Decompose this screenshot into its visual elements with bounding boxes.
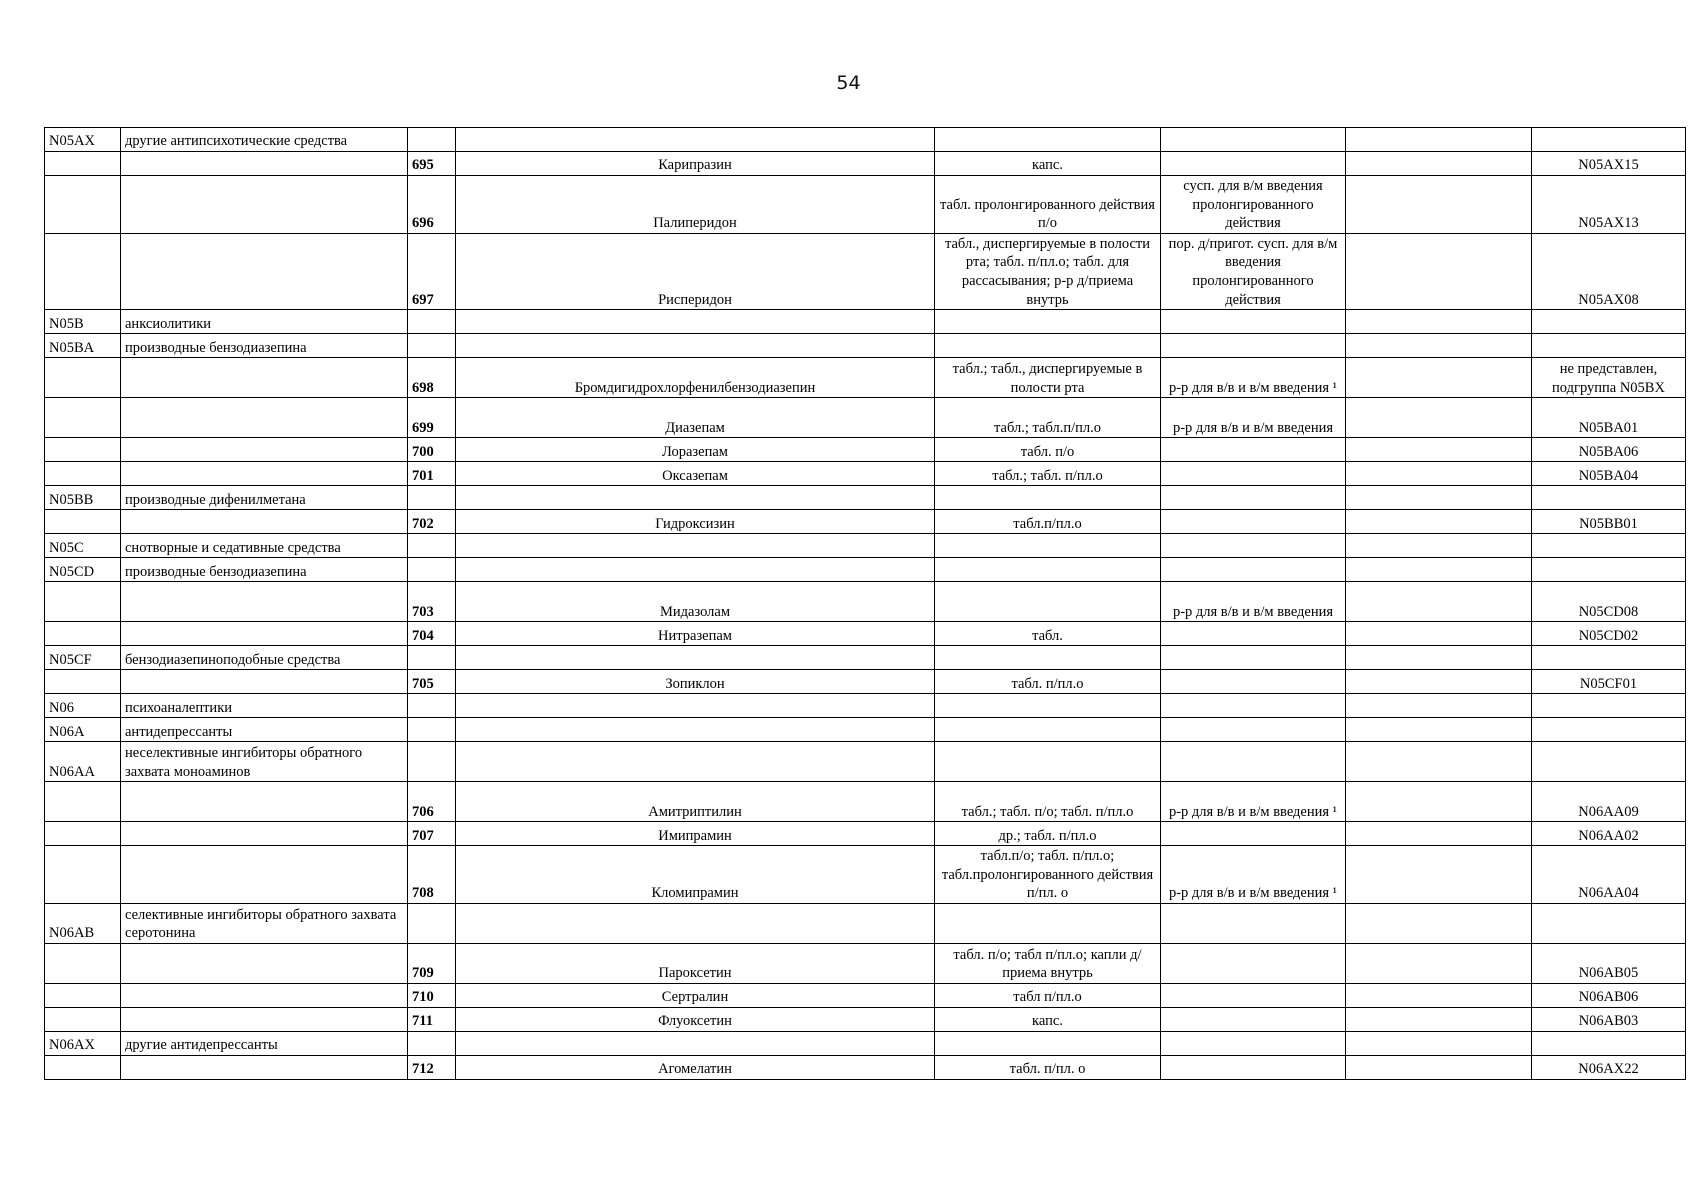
injectable-form: [1161, 334, 1346, 358]
dosage-form: [935, 558, 1161, 582]
atc-code: N05AX13: [1532, 176, 1686, 234]
dosage-form: др.; табл. п/пл.о: [935, 822, 1161, 846]
item-number: [408, 903, 456, 943]
atc-code: N06AB03: [1532, 1007, 1686, 1031]
group-name: [121, 670, 408, 694]
extra-cell: [1346, 1055, 1532, 1079]
group-name: [121, 943, 408, 983]
drug-name: [456, 486, 935, 510]
injectable-form: [1161, 310, 1346, 334]
item-number: 709: [408, 943, 456, 983]
injectable-form: [1161, 742, 1346, 782]
item-number: 710: [408, 983, 456, 1007]
drug-row: [45, 1007, 1686, 1031]
item-number: 712: [408, 1055, 456, 1079]
atc-code: N06AX22: [1532, 1055, 1686, 1079]
extra-cell: [1346, 694, 1532, 718]
dosage-form: [935, 718, 1161, 742]
injectable-form: р-р для в/в и в/м введения: [1161, 582, 1346, 622]
atc-group-code: [45, 462, 121, 486]
dosage-form: капс.: [935, 1007, 1161, 1031]
injectable-form: [1161, 943, 1346, 983]
extra-cell: [1346, 670, 1532, 694]
atc-code: N05CF01: [1532, 670, 1686, 694]
atc-group-code: [45, 846, 121, 904]
item-number: [408, 1031, 456, 1055]
extra-cell: [1346, 510, 1532, 534]
dosage-form: табл. п/пл. о: [935, 1055, 1161, 1079]
drug-name: [456, 1031, 935, 1055]
dosage-form: табл., диспергируемые в полости рта; табл. п/пл.о; табл. для рассасывания; р-р д/приема внутрь: [935, 233, 1161, 309]
injectable-form: р-р для в/в и в/м введения ¹: [1161, 358, 1346, 398]
dosage-form: табл.; табл.п/пл.о: [935, 398, 1161, 438]
injectable-form: пор. д/пригот. сусп. для в/м введения пролонгированного действия: [1161, 233, 1346, 309]
group-name: антидепрессанты: [121, 718, 408, 742]
extra-cell: [1346, 903, 1532, 943]
dosage-form: табл.; табл. п/пл.о: [935, 462, 1161, 486]
group-name: неселективные ингибиторы обратного захвата моноаминов: [121, 742, 408, 782]
injectable-form: [1161, 903, 1346, 943]
drug-row: [45, 782, 1686, 822]
group-name: [121, 1055, 408, 1079]
group-name: производные бензодиазепина: [121, 558, 408, 582]
extra-cell: [1346, 718, 1532, 742]
extra-cell: [1346, 622, 1532, 646]
drug-row: [45, 462, 1686, 486]
atc-group-code: [45, 622, 121, 646]
injectable-form: [1161, 1007, 1346, 1031]
extra-cell: [1346, 486, 1532, 510]
atc-code: N05CD02: [1532, 622, 1686, 646]
extra-cell: [1346, 646, 1532, 670]
dosage-form: табл.; табл., диспергируемые в полости рта: [935, 358, 1161, 398]
extra-cell: [1346, 334, 1532, 358]
drug-row: [45, 670, 1686, 694]
group-name: [121, 358, 408, 398]
drug-table: [44, 127, 1686, 1080]
atc-code: N05BA04: [1532, 462, 1686, 486]
extra-cell: [1346, 128, 1532, 152]
item-number: [408, 694, 456, 718]
item-number: 695: [408, 152, 456, 176]
dosage-form: [935, 486, 1161, 510]
item-number: [408, 128, 456, 152]
group-name: [121, 176, 408, 234]
group-row: [45, 334, 1686, 358]
group-name: снотворные и седативные средства: [121, 534, 408, 558]
atc-code: не представлен, подгруппа N05BX: [1532, 358, 1686, 398]
extra-cell: [1346, 310, 1532, 334]
drug-name: Бромдигидрохлорфенилбензодиазепин: [456, 358, 935, 398]
item-number: 707: [408, 822, 456, 846]
item-number: [408, 534, 456, 558]
extra-cell: [1346, 534, 1532, 558]
item-number: [408, 742, 456, 782]
extra-cell: [1346, 943, 1532, 983]
atc-code: [1532, 534, 1686, 558]
group-row: [45, 558, 1686, 582]
injectable-form: [1161, 670, 1346, 694]
atc-code: N06AA09: [1532, 782, 1686, 822]
atc-group-code: N05CF: [45, 646, 121, 670]
atc-group-code: N06A: [45, 718, 121, 742]
extra-cell: [1346, 176, 1532, 234]
group-name: анксиолитики: [121, 310, 408, 334]
item-number: 700: [408, 438, 456, 462]
atc-code: [1532, 128, 1686, 152]
injectable-form: сусп. для в/м введения пролонгированного действия: [1161, 176, 1346, 234]
item-number: 701: [408, 462, 456, 486]
atc-code: N05AX15: [1532, 152, 1686, 176]
atc-code: [1532, 486, 1686, 510]
atc-code: N06AB05: [1532, 943, 1686, 983]
atc-code: N06AA02: [1532, 822, 1686, 846]
drug-name: [456, 128, 935, 152]
injectable-form: [1161, 694, 1346, 718]
atc-code: [1532, 718, 1686, 742]
group-row: [45, 310, 1686, 334]
table-body: [45, 128, 1686, 1080]
injectable-form: [1161, 822, 1346, 846]
drug-name: [456, 646, 935, 670]
group-row: [45, 534, 1686, 558]
atc-code: N05BA06: [1532, 438, 1686, 462]
atc-group-code: N06AX: [45, 1031, 121, 1055]
drug-name: Пароксетин: [456, 943, 935, 983]
dosage-form: табл. п/о: [935, 438, 1161, 462]
atc-code: N05BA01: [1532, 398, 1686, 438]
drug-name: Диазепам: [456, 398, 935, 438]
group-name: [121, 233, 408, 309]
dosage-form: [935, 534, 1161, 558]
drug-row: [45, 398, 1686, 438]
group-row: [45, 742, 1686, 782]
atc-group-code: [45, 1007, 121, 1031]
drug-row: [45, 846, 1686, 904]
atc-group-code: N05BB: [45, 486, 121, 510]
dosage-form: табл. п/пл.о: [935, 670, 1161, 694]
drug-name: Рисперидон: [456, 233, 935, 309]
item-number: [408, 334, 456, 358]
extra-cell: [1346, 152, 1532, 176]
extra-cell: [1346, 558, 1532, 582]
injectable-form: [1161, 983, 1346, 1007]
atc-group-code: [45, 438, 121, 462]
atc-group-code: N05AX: [45, 128, 121, 152]
group-name: бензодиазепиноподобные средства: [121, 646, 408, 670]
drug-name: Амитриптилин: [456, 782, 935, 822]
dosage-form: табл. пролонгированного действия п/о: [935, 176, 1161, 234]
dosage-form: [935, 903, 1161, 943]
injectable-form: р-р для в/в и в/м введения: [1161, 398, 1346, 438]
injectable-form: [1161, 646, 1346, 670]
dosage-form: табл.: [935, 622, 1161, 646]
drug-row: [45, 943, 1686, 983]
drug-name: Карипразин: [456, 152, 935, 176]
injectable-form: р-р для в/в и в/м введения ¹: [1161, 846, 1346, 904]
atc-group-code: [45, 358, 121, 398]
injectable-form: [1161, 438, 1346, 462]
extra-cell: [1346, 983, 1532, 1007]
injectable-form: [1161, 622, 1346, 646]
atc-code: N06AA04: [1532, 846, 1686, 904]
drug-row: [45, 438, 1686, 462]
drug-name: Оксазепам: [456, 462, 935, 486]
atc-code: N05AX08: [1532, 233, 1686, 309]
group-name: [121, 438, 408, 462]
injectable-form: [1161, 534, 1346, 558]
item-number: 706: [408, 782, 456, 822]
group-name: селективные ингибиторы обратного захвата серотонина: [121, 903, 408, 943]
extra-cell: [1346, 462, 1532, 486]
drug-name: [456, 718, 935, 742]
item-number: 708: [408, 846, 456, 904]
group-name: [121, 822, 408, 846]
atc-code: N05CD08: [1532, 582, 1686, 622]
atc-code: [1532, 558, 1686, 582]
item-number: 696: [408, 176, 456, 234]
group-row: [45, 694, 1686, 718]
atc-group-code: [45, 983, 121, 1007]
dosage-form: [935, 582, 1161, 622]
dosage-form: капс.: [935, 152, 1161, 176]
group-row: [45, 646, 1686, 670]
atc-code: [1532, 646, 1686, 670]
group-name: [121, 582, 408, 622]
atc-code: N05BB01: [1532, 510, 1686, 534]
item-number: 698: [408, 358, 456, 398]
atc-group-code: [45, 943, 121, 983]
drug-row: [45, 152, 1686, 176]
extra-cell: [1346, 233, 1532, 309]
injectable-form: [1161, 558, 1346, 582]
item-number: 704: [408, 622, 456, 646]
item-number: [408, 486, 456, 510]
item-number: 702: [408, 510, 456, 534]
drug-name: [456, 334, 935, 358]
atc-group-code: [45, 510, 121, 534]
group-name: [121, 1007, 408, 1031]
extra-cell: [1346, 1031, 1532, 1055]
drug-name: [456, 310, 935, 334]
atc-group-code: N05CD: [45, 558, 121, 582]
extra-cell: [1346, 782, 1532, 822]
dosage-form: табл п/пл.о: [935, 983, 1161, 1007]
extra-cell: [1346, 438, 1532, 462]
extra-cell: [1346, 742, 1532, 782]
extra-cell: [1346, 1007, 1532, 1031]
drug-name: Флуоксетин: [456, 1007, 935, 1031]
injectable-form: [1161, 1031, 1346, 1055]
atc-group-code: N05BA: [45, 334, 121, 358]
drug-name: [456, 534, 935, 558]
atc-group-code: N06AB: [45, 903, 121, 943]
drug-row: [45, 233, 1686, 309]
injectable-form: [1161, 510, 1346, 534]
dosage-form: [935, 128, 1161, 152]
atc-group-code: [45, 782, 121, 822]
drug-name: [456, 558, 935, 582]
dosage-form: табл.п/о; табл. п/пл.о; табл.пролонгированного действия п/пл. о: [935, 846, 1161, 904]
group-row: [45, 486, 1686, 510]
group-name: [121, 152, 408, 176]
injectable-form: [1161, 128, 1346, 152]
extra-cell: [1346, 358, 1532, 398]
group-name: [121, 398, 408, 438]
atc-group-code: [45, 398, 121, 438]
group-name: [121, 622, 408, 646]
drug-row: [45, 582, 1686, 622]
injectable-form: [1161, 486, 1346, 510]
drug-name: Кломипрамин: [456, 846, 935, 904]
atc-group-code: N05C: [45, 534, 121, 558]
atc-code: [1532, 334, 1686, 358]
drug-name: Мидазолам: [456, 582, 935, 622]
drug-row: [45, 622, 1686, 646]
item-number: [408, 558, 456, 582]
injectable-form: [1161, 152, 1346, 176]
drug-name: Гидроксизин: [456, 510, 935, 534]
atc-group-code: [45, 233, 121, 309]
atc-group-code: [45, 176, 121, 234]
atc-code: [1532, 742, 1686, 782]
extra-cell: [1346, 582, 1532, 622]
drug-name: Сертралин: [456, 983, 935, 1007]
injectable-form: р-р для в/в и в/м введения ¹: [1161, 782, 1346, 822]
atc-group-code: N06: [45, 694, 121, 718]
extra-cell: [1346, 398, 1532, 438]
dosage-form: [935, 1031, 1161, 1055]
injectable-form: [1161, 1055, 1346, 1079]
injectable-form: [1161, 718, 1346, 742]
item-number: 699: [408, 398, 456, 438]
group-name: другие антипсихотические средства: [121, 128, 408, 152]
item-number: [408, 310, 456, 334]
atc-group-code: N06AA: [45, 742, 121, 782]
atc-group-code: [45, 1055, 121, 1079]
drug-name: Имипрамин: [456, 822, 935, 846]
page-number: 54: [836, 72, 861, 94]
atc-code: [1532, 310, 1686, 334]
drug-row: [45, 822, 1686, 846]
dosage-form: табл. п/о; табл п/пл.о; капли д/приема внутрь: [935, 943, 1161, 983]
drug-row: [45, 983, 1686, 1007]
atc-group-code: [45, 152, 121, 176]
item-number: 705: [408, 670, 456, 694]
atc-code: N06AB06: [1532, 983, 1686, 1007]
dosage-form: [935, 310, 1161, 334]
drug-name: Зопиклон: [456, 670, 935, 694]
atc-group-code: [45, 582, 121, 622]
drug-name: Палиперидон: [456, 176, 935, 234]
group-name: [121, 782, 408, 822]
item-number: [408, 646, 456, 670]
group-name: производные дифенилметана: [121, 486, 408, 510]
drug-name: [456, 903, 935, 943]
group-name: [121, 983, 408, 1007]
group-row: [45, 1031, 1686, 1055]
atc-group-code: N05B: [45, 310, 121, 334]
drug-row: [45, 1055, 1686, 1079]
item-number: [408, 718, 456, 742]
extra-cell: [1346, 822, 1532, 846]
drug-name: Нитразепам: [456, 622, 935, 646]
atc-group-code: [45, 822, 121, 846]
group-name: производные бензодиазепина: [121, 334, 408, 358]
dosage-form: [935, 694, 1161, 718]
dosage-form: табл.; табл. п/о; табл. п/пл.о: [935, 782, 1161, 822]
drug-row: [45, 510, 1686, 534]
dosage-form: [935, 646, 1161, 670]
group-name: [121, 510, 408, 534]
item-number: 703: [408, 582, 456, 622]
atc-code: [1532, 1031, 1686, 1055]
group-name: другие антидепрессанты: [121, 1031, 408, 1055]
injectable-form: [1161, 462, 1346, 486]
dosage-form: табл.п/пл.о: [935, 510, 1161, 534]
item-number: 711: [408, 1007, 456, 1031]
drug-row: [45, 358, 1686, 398]
group-row: [45, 903, 1686, 943]
drug-name: Агомелатин: [456, 1055, 935, 1079]
atc-code: [1532, 903, 1686, 943]
atc-code: [1532, 694, 1686, 718]
item-number: 697: [408, 233, 456, 309]
group-name: [121, 846, 408, 904]
atc-group-code: [45, 670, 121, 694]
dosage-form: [935, 742, 1161, 782]
group-row: [45, 718, 1686, 742]
drug-name: [456, 694, 935, 718]
dosage-form: [935, 334, 1161, 358]
drug-name: [456, 742, 935, 782]
group-name: [121, 462, 408, 486]
group-row: [45, 128, 1686, 152]
group-name: психоаналептики: [121, 694, 408, 718]
drug-row: [45, 176, 1686, 234]
drug-name: Лоразепам: [456, 438, 935, 462]
extra-cell: [1346, 846, 1532, 904]
